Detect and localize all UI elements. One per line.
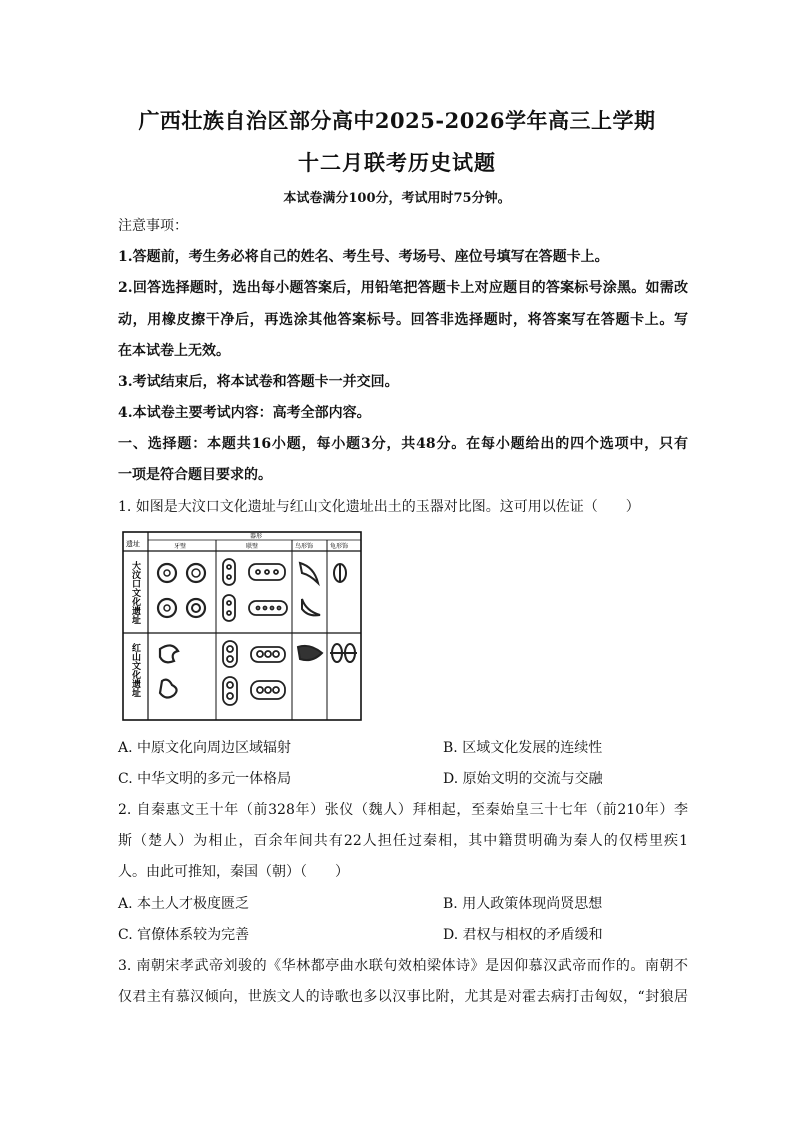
section-heading-line1: 一、选择题：本题共16小题，每小题3分，共48分。在每小题给出的四个选项中，只有 xyxy=(118,436,688,452)
figure-header-shape: 器形 xyxy=(250,533,263,540)
exam-title-line1: 广西壮族自治区部分高中2025-2026学年高三上学期 xyxy=(138,108,656,133)
note-3: 3.考试结束后，将本试卷和答题卡一并交回。 xyxy=(118,374,399,390)
q2-option-c: C. 官僚体系较为完善 xyxy=(118,927,250,943)
q2-option-b: B. 用人政策体现尚贤思想 xyxy=(443,896,603,912)
q1-option-c: C. 中华文明的多元一体格局 xyxy=(118,771,292,787)
note-1: 1.答题前，考生务必将自己的姓名、考生号、考场号、座位号填写在答题卡上。 xyxy=(118,249,609,265)
question-2-line2: 斯（楚人）为相止，百余年间共有22人担任过秦相，其中籍贯明确为秦人的仅樗里疾1 xyxy=(118,833,688,849)
note-2-line2: 动，用橡皮擦干净后，再选涂其他答案标号。回答非选择题时，将答案写在答题卡上。写 xyxy=(118,312,688,328)
q1-option-b: B. 区域文化发展的连续性 xyxy=(443,740,603,756)
jade-comparison-figure xyxy=(122,531,362,721)
exam-title-line2: 十二月联考历史试题 xyxy=(298,150,496,175)
note-4: 4.本试卷主要考试内容：高考全部内容。 xyxy=(118,405,371,421)
exam-subtitle: 本试卷满分100分，考试用时75分钟。 xyxy=(283,191,511,206)
question-3-line1: 3. 南朝宋孝武帝刘骏的《华林都亭曲水联句效柏梁体诗》是因仰慕汉武帝而作的。南朝不 xyxy=(118,958,688,974)
question-3-line2: 仅君主有慕汉倾向，世族文人的诗歌也多以汉事比附，尤其是对霍去病打击匈奴，“封狼居 xyxy=(118,989,688,1005)
figure-row-hongshan: 红山文化遗址 xyxy=(130,643,140,697)
section-heading-line2: 一项是符合题目要求的。 xyxy=(118,467,272,483)
figure-row-dawenkou: 大汶口文化遗址 xyxy=(130,561,140,624)
figure-col-lianbi: 联璧 xyxy=(246,543,259,550)
q2-option-d: D. 君权与相权的矛盾缓和 xyxy=(443,927,603,943)
note-2-line3: 在本试卷上无效。 xyxy=(118,343,230,359)
figure-col-turtle: 龟形饰 xyxy=(330,543,349,550)
q1-option-d: D. 原始文明的交流与交融 xyxy=(443,771,603,787)
notes-heading: 注意事项： xyxy=(118,218,188,234)
question-2-line1: 2. 自秦惠文王十年（前328年）张仪（魏人）拜相起，至秦始皇三十七年（前210年）李 xyxy=(118,802,688,818)
q2-option-a: A. 本土人才极度匮乏 xyxy=(118,896,250,912)
question-2-line3: 人。由此可推知，秦国（朝）（ ） xyxy=(118,864,349,880)
figure-header-site: 遗址 xyxy=(126,540,140,548)
figure-col-bird: 鸟形饰 xyxy=(295,543,314,550)
q1-option-a: A. 中原文化向周边区域辐射 xyxy=(118,740,292,756)
question-1-stem: 1. 如图是大汶口文化遗址与红山文化遗址出土的玉器对比图。这可用以佐证（ ） xyxy=(118,499,640,515)
note-2-line1: 2.回答选择题时，选出每小题答案后，用铅笔把答题卡上对应题目的答案标号涂黑。如需改 xyxy=(118,280,688,296)
figure-col-yabi: 牙璧 xyxy=(174,543,187,550)
